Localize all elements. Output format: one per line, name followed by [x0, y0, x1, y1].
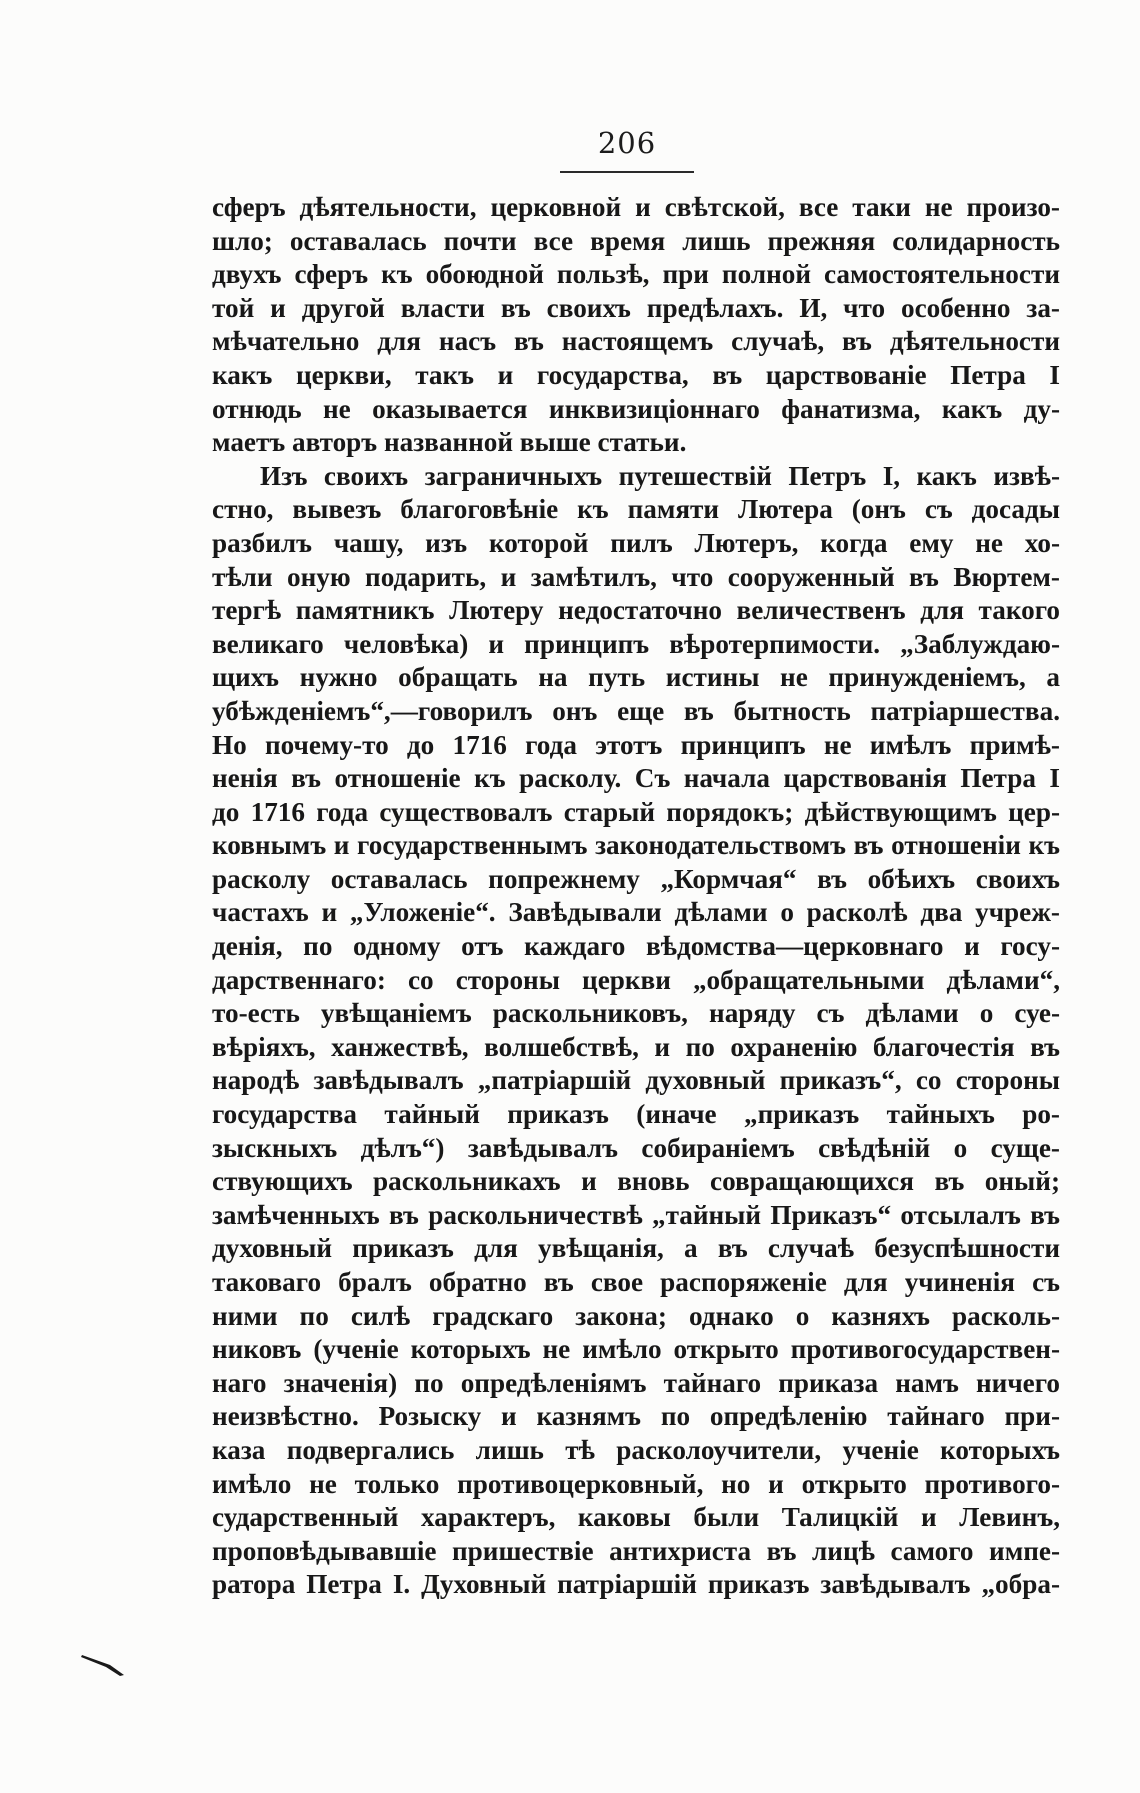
text-line: Изъ своихъ заграничныхъ путешествій Петръ I, какъ извѣ-	[260, 460, 1060, 491]
text-line: расколу оставалась попрежнему „Кормчая“ въ обѣихъ своихъ	[212, 863, 1060, 894]
text-line: разбилъ чашу, изъ которой пилъ Лютеръ, когда ему не хо-	[212, 527, 1060, 558]
text-line: какъ церкви, такъ и государства, въ царствованіе Петра I	[212, 359, 1060, 390]
text-line: стно, вывезъ благоговѣніе къ памяти Лютера (онъ съ досады	[212, 494, 1060, 525]
text-line: никовъ (ученіе которыхъ не имѣло открыто противогосударствен-	[212, 1334, 1060, 1365]
text-line: государства тайный приказъ (иначе „приказъ тайныхъ ро-	[212, 1099, 1060, 1130]
text-line: частахъ и „Уложеніе“. Завѣдывали дѣлами о расколѣ два учреж-	[212, 897, 1060, 928]
body-text	[212, 191, 1060, 1602]
text-line: неизвѣстно. Розыску и казнямъ по опредѣленію тайнаго при-	[212, 1401, 1060, 1432]
text-line: каза подвергались лишь тѣ расколоучители, ученіе которыхъ	[212, 1434, 1060, 1465]
text-line: ратора Петра I. Духовный патріаршій приказъ завѣдывалъ „обра-	[212, 1569, 1060, 1600]
text-line: таковаго бралъ обратно въ свое распоряженіе для учиненія съ	[212, 1267, 1060, 1297]
text-line: великаго человѣка) и принципъ вѣротерпимости. „Заблуждаю-	[212, 628, 1060, 659]
text-line: духовный приказъ для увѣщанія, а въ случаѣ безуспѣшности	[212, 1233, 1060, 1264]
text-line: наго значенія) по опредѣленіямъ тайнаго приказа намъ ничего	[212, 1367, 1060, 1398]
text-line: ненія въ отношеніе къ расколу. Съ начала царствованія Петра I	[212, 763, 1060, 794]
ink-smudge-mark	[80, 1651, 128, 1677]
text-line: тергѣ памятникъ Лютеру недостаточно величественъ для такого	[212, 595, 1060, 626]
text-line: замѣченныхъ въ раскольничествѣ „тайный Приказъ“ отсылалъ въ	[212, 1199, 1060, 1230]
text-line: до 1716 года существовалъ старый порядокъ; дѣйствующимъ цер-	[212, 796, 1060, 827]
text-line: денія, по одному отъ каждаго вѣдомства—церковнаго и госу-	[212, 931, 1060, 962]
text-line: мѣчательно для насъ въ настоящемъ случаѣ, въ дѣятельности	[212, 326, 1060, 357]
text-line: сударственный характеръ, каковы были Талицкій и Левинъ,	[212, 1502, 1060, 1533]
text-line: тѣли оную подарить, и замѣтилъ, что сооруженный въ Вюртем-	[212, 561, 1060, 592]
text-line: ними по силѣ градскаго закона; однако о казняхъ расколь-	[212, 1300, 1060, 1331]
text-line: зыскныхъ дѣлъ“) завѣдывалъ собираніемъ свѣдѣній о суще-	[212, 1132, 1060, 1163]
text-line: ковнымъ и государственнымъ законодательствомъ въ отношеніи къ	[212, 830, 1060, 861]
page-number: 206	[597, 126, 657, 160]
text-line: той и другой власти въ своихъ предѣлахъ. И, что особенно за-	[212, 292, 1060, 323]
text-line: убѣжденіемъ“,—говорилъ онъ еще въ бытность патріаршества.	[212, 695, 1060, 726]
text-line: вѣріяхъ, ханжествѣ, волшебствѣ, и по охраненію благочестія въ	[212, 1031, 1060, 1062]
text-line: маетъ авторъ названной выше статьи.	[212, 427, 687, 458]
text-line: шло; оставалась почти все время лишь прежняя солидарность	[212, 225, 1060, 256]
text-line: Но почему-то до 1716 года этотъ принципъ не имѣлъ примѣ-	[212, 729, 1060, 760]
text-line: имѣло не только противоцерковный, но и открыто противого-	[212, 1468, 1060, 1499]
text-line: проповѣдывавшіе пришествіе антихриста въ лицѣ самого импе-	[212, 1535, 1060, 1566]
text-line: дарственнаго: со стороны церкви „обращательными дѣлами“,	[212, 964, 1060, 995]
page-number-rule	[560, 171, 694, 173]
text-line: сферъ дѣятельности, церковной и свѣтской, все таки не произо-	[212, 192, 1060, 222]
text-line: щихъ нужно обращать на путь истины не принужденіемъ, а	[212, 662, 1060, 693]
text-line: отнюдь не оказывается инквизиціоннаго фанатизма, какъ ду-	[212, 393, 1060, 424]
text-line: двухъ сферъ къ обоюдной пользѣ, при полной самостоятельности	[212, 259, 1060, 290]
text-line: то-есть увѣщаніемъ раскольниковъ, наряду съ дѣлами о суе-	[212, 998, 1060, 1029]
text-line: ствующихъ раскольникахъ и вновь совращающихся въ оный;	[212, 1166, 1060, 1197]
text-line: народѣ завѣдывалъ „патріаршій духовный приказъ“, со стороны	[212, 1065, 1060, 1096]
